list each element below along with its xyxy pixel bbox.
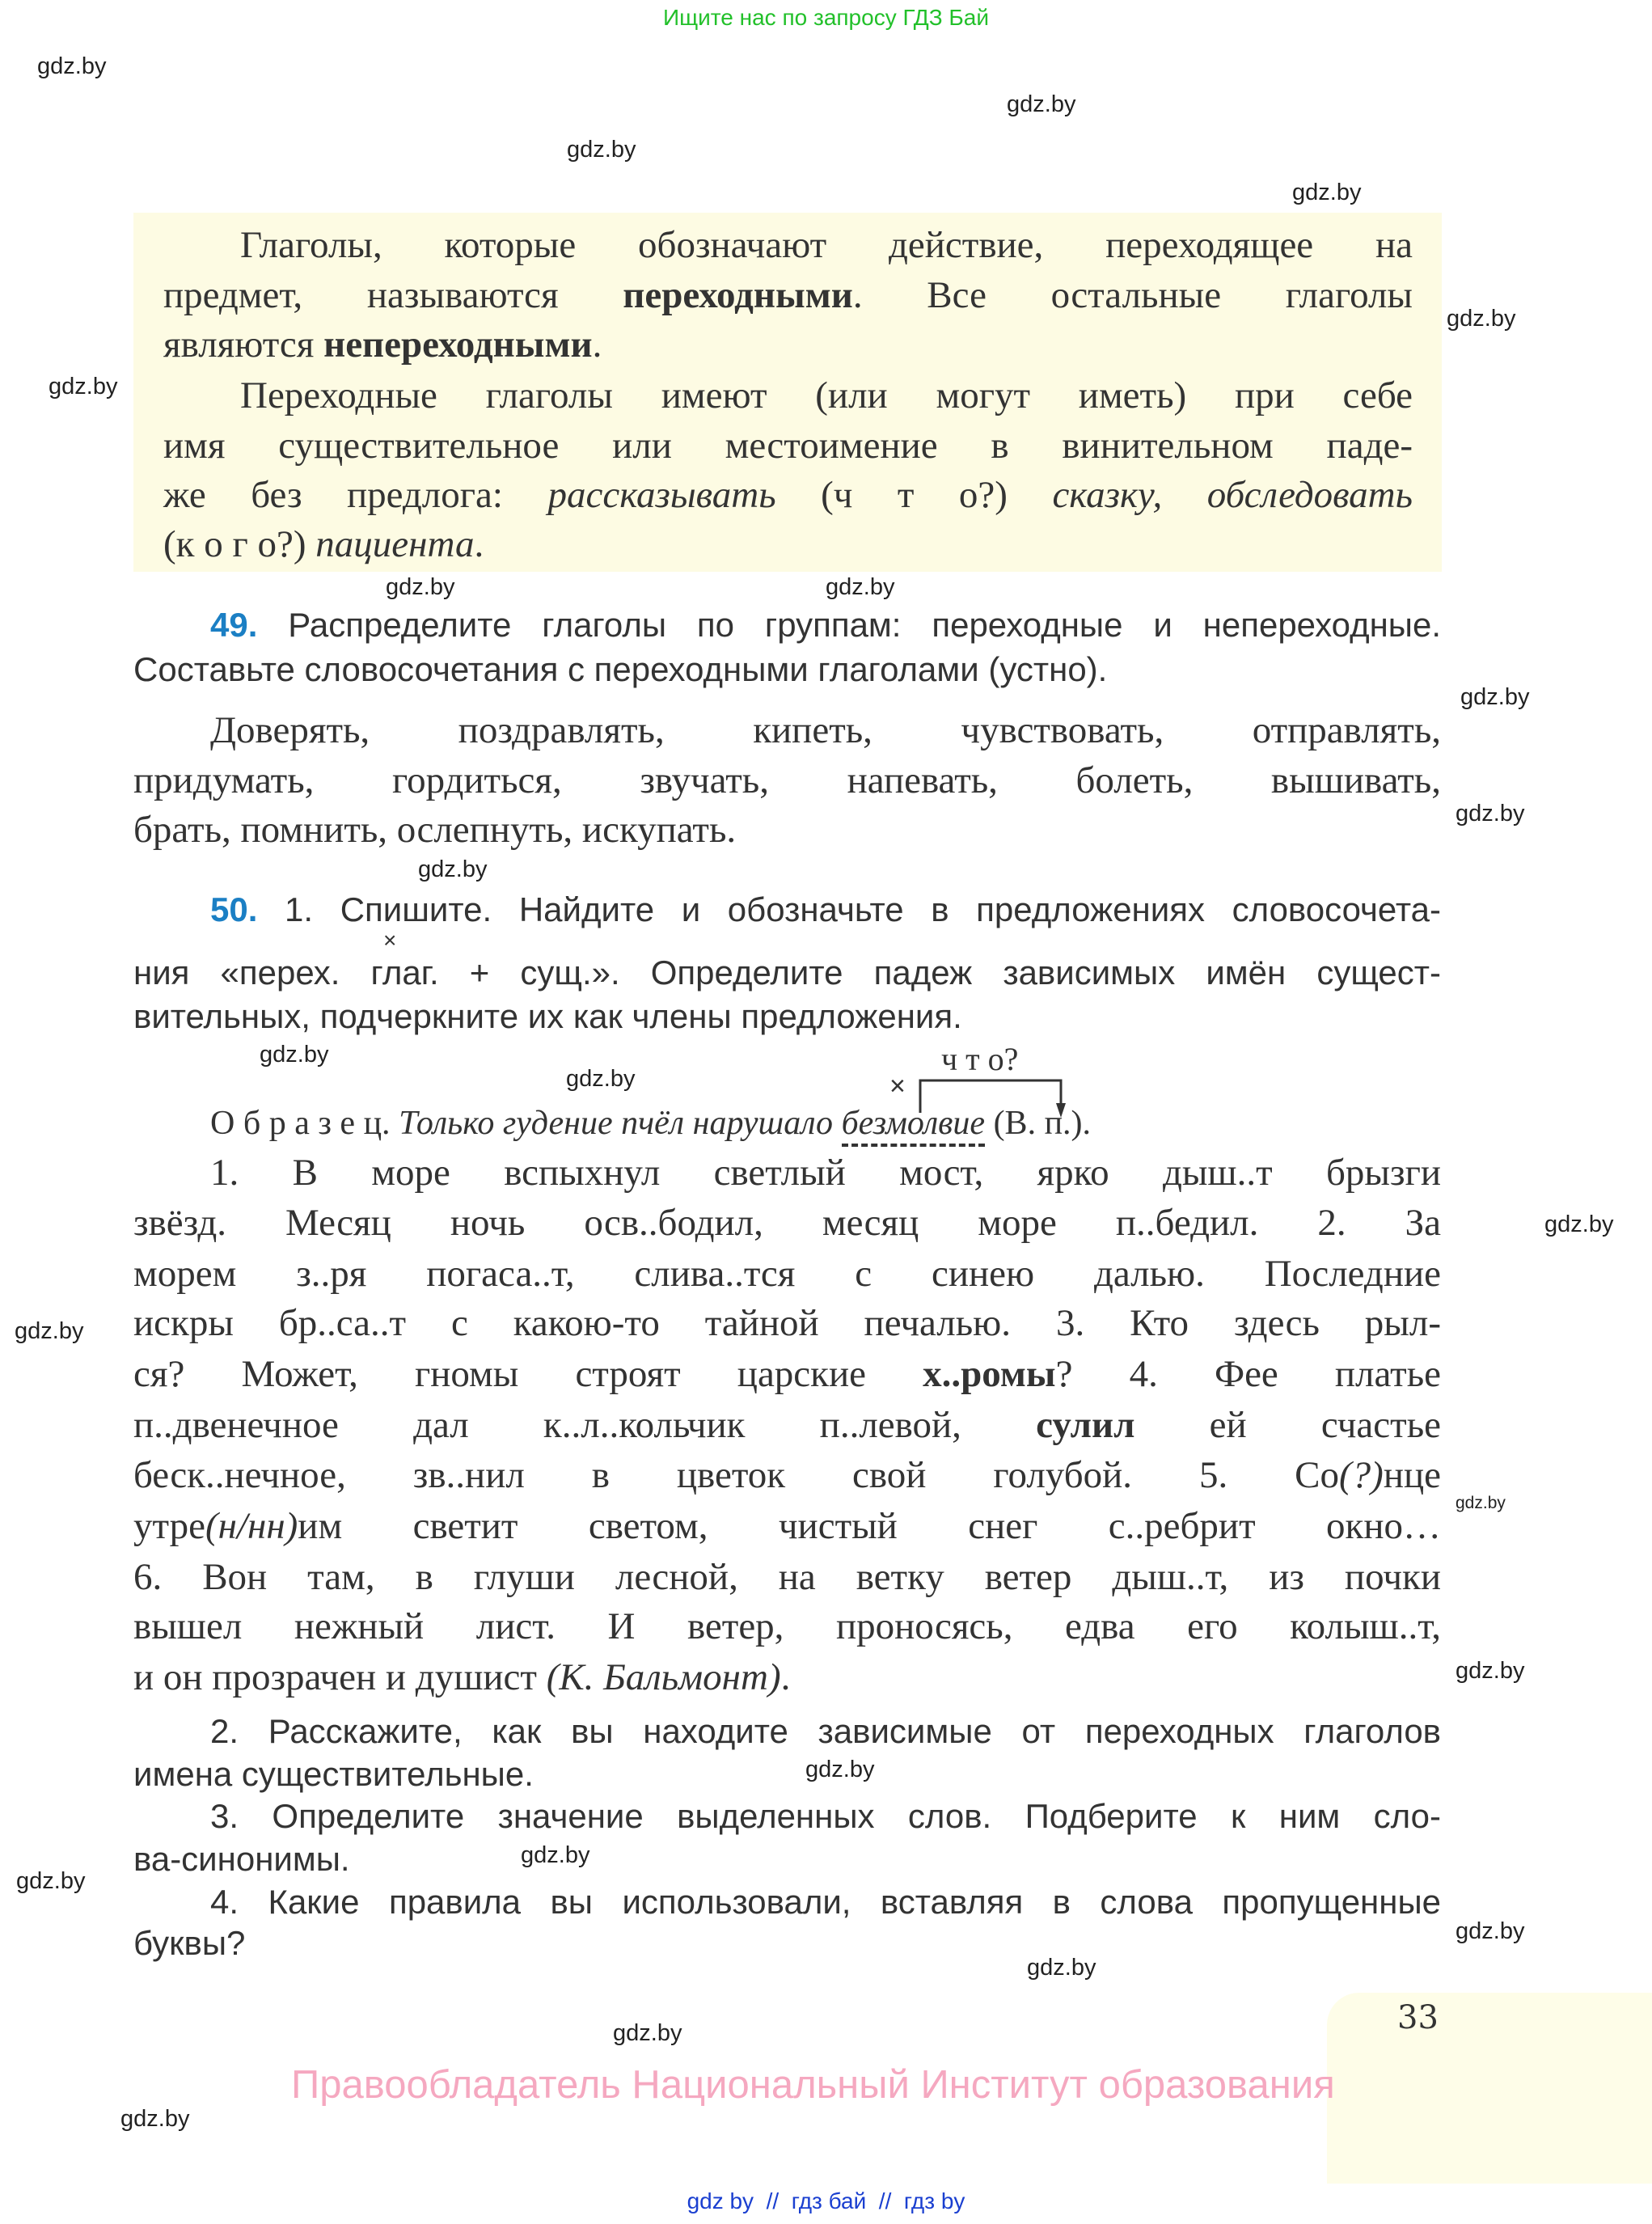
text: . xyxy=(592,323,602,366)
word-list-line: Доверять, поздравлять, кипеть, чувствовать, отправлять, xyxy=(210,709,1441,751)
text: . Все остальные глаголы xyxy=(852,274,1413,316)
question-line: 3. Определите значение выделенных слов. Подберите к ним сло- xyxy=(210,1797,1441,1835)
rule-box xyxy=(133,213,1442,572)
watermark: gdz.by xyxy=(1456,1494,1506,1512)
watermark: gdz.by xyxy=(37,53,107,79)
text-line xyxy=(133,1351,1441,1397)
watermark: gdz.by xyxy=(386,574,455,600)
cross-mark: × xyxy=(383,928,397,953)
text-line: 6. Вон там, в глуши лесной, на ветку ветер дыш..т, из почки xyxy=(133,1556,1441,1598)
sample-text: Только гудение пчёл нарушало xyxy=(390,1105,842,1142)
text-line xyxy=(133,1655,790,1700)
footer-links[interactable]: gdz by // гдз бай // гдз by xyxy=(687,2188,965,2213)
text: беск..нечное, зв..нил в цветок свой голубой. 5. Со xyxy=(133,1454,1340,1496)
sample-label: О б р а з е ц. xyxy=(210,1105,391,1142)
text: 1. Спишите. Найдите и обозначьте в предложениях словосочета- xyxy=(257,890,1441,928)
watermark: gdz.by xyxy=(49,374,118,400)
text-line: морем з..ря погаса..т, слива..тся с синею далью. Последние xyxy=(133,1253,1441,1295)
text: ся? Может, гномы строят царские xyxy=(133,1353,923,1395)
gap-hint: (н/нн) xyxy=(205,1505,298,1547)
copyright-watermark: Правообладатель Национальный Институт образования xyxy=(291,2063,1335,2107)
exercise-50-task: вительных, подчеркните их как члены предложения. xyxy=(133,997,962,1035)
page-number: 33 xyxy=(1397,1999,1439,2036)
page-number-tab xyxy=(1327,1993,1652,2184)
text-line: искры бр..са..т с какою-то тайной печалью. 3. Кто здесь рыл- xyxy=(133,1302,1441,1344)
rule-line xyxy=(163,472,1413,518)
text: п..двенечное дал к..л..кольчик п..левой, xyxy=(133,1404,1037,1446)
highlighted-word: сулил xyxy=(1036,1404,1135,1446)
question-line: 2. Расскажите, как вы находите зависимые от переходных глаголов xyxy=(210,1712,1441,1750)
watermark: gdz.by xyxy=(120,2106,190,2132)
term-transitive: переходными xyxy=(623,274,853,316)
exercise-49-task: Составьте словосочетания с переходными глаголами (устно). xyxy=(133,650,1108,688)
rule-line xyxy=(163,522,484,567)
watermark: gdz.by xyxy=(1456,801,1525,827)
rule-line xyxy=(163,273,1413,318)
question-line: 4. Какие правила вы использовали, вставляя в слова пропущенные xyxy=(210,1883,1441,1921)
example-word: пациента xyxy=(315,523,475,565)
exercise-number: 50. xyxy=(210,890,258,928)
question-line: ва-синонимы. xyxy=(133,1840,350,1878)
sample-object: безмолвие xyxy=(842,1105,986,1147)
example-word: сказку, обследовать xyxy=(1052,474,1413,516)
sample-case: (В. п.). xyxy=(985,1105,1092,1142)
text-line: 1. В море вспыхнул светлый мост, ярко дыш..т брызги xyxy=(210,1152,1441,1194)
text-line: звёзд. Месяц ночь осв..бодил, месяц море п..бедил. 2. За xyxy=(133,1202,1441,1244)
exercise-50-task xyxy=(133,890,1441,930)
exercise-number: 49. xyxy=(210,606,258,644)
rule-line: имя существительное или местоимение в винительном паде- xyxy=(163,425,1413,467)
text: ей счастье xyxy=(1134,1404,1441,1446)
text: (к о г о?) xyxy=(163,523,316,565)
watermark: gdz.by xyxy=(613,2020,682,2046)
watermark: gdz.by xyxy=(805,1757,875,1782)
term-intransitive: непереходными xyxy=(323,323,593,366)
watermark: gdz.by xyxy=(1460,684,1530,710)
exercise-49-task xyxy=(133,605,1441,645)
cross-mark: × xyxy=(889,1071,906,1101)
watermark: gdz.by xyxy=(16,1868,86,1894)
example-word: рассказывать xyxy=(547,474,776,516)
text: Распределите глаголы по группам: переходные и непереходные. xyxy=(257,606,1441,644)
text-line xyxy=(133,1452,1441,1498)
text: (ч т о?) xyxy=(775,474,1053,516)
watermark: gdz.by xyxy=(1447,306,1516,332)
word-list-line: придумать, гордиться, звучать, напевать, болеть, вышивать, xyxy=(133,759,1441,801)
watermark: gdz.by xyxy=(567,137,636,163)
text: утре xyxy=(133,1505,205,1547)
rule-line: Глаголы, которые обозначают действие, переходящее на xyxy=(240,224,1413,266)
watermark: gdz.by xyxy=(418,856,488,882)
question-line: буквы? xyxy=(133,1924,246,1962)
text-line xyxy=(133,1503,1441,1549)
exercise-50-task: ния «перех. глаг. + сущ.». Определите падеж зависимых имён сущест- xyxy=(133,953,1441,991)
watermark: gdz.by xyxy=(1292,180,1362,205)
rule-line: Переходные глаголы имеют (или могут иметь) при себе xyxy=(240,374,1413,416)
watermark: gdz.by xyxy=(521,1842,590,1868)
text: им светит светом, чистый снег с..ребрит окно… xyxy=(298,1505,1441,1547)
watermark: gdz.by xyxy=(15,1318,84,1344)
watermark: gdz.by xyxy=(566,1066,636,1092)
text: являются xyxy=(163,323,324,366)
question-label: ч т о? xyxy=(941,1041,1019,1077)
top-banner[interactable]: Ищите нас по запросу ГДЗ Бай xyxy=(662,5,990,30)
watermark: gdz.by xyxy=(260,1042,329,1068)
text: нце xyxy=(1383,1454,1441,1496)
text: предмет, называются xyxy=(163,274,623,316)
watermark: gdz.by xyxy=(1007,91,1076,117)
watermark: gdz.by xyxy=(1544,1211,1614,1237)
sample-sentence xyxy=(210,1101,1091,1145)
highlighted-word: х..ромы xyxy=(923,1353,1056,1395)
gap-hint: (?) xyxy=(1339,1454,1384,1496)
rule-line xyxy=(163,322,602,367)
watermark: gdz.by xyxy=(1456,1918,1525,1944)
word-list-line: брать, помнить, ослепнуть, искупать. xyxy=(133,809,737,851)
watermark: gdz.by xyxy=(826,574,895,600)
text: же без предлога: xyxy=(163,474,548,516)
text-line xyxy=(133,1402,1441,1448)
question-line: имена существительные. xyxy=(133,1755,534,1793)
watermark: gdz.by xyxy=(1027,1955,1096,1981)
text: . xyxy=(474,523,484,565)
text: . xyxy=(780,1656,791,1698)
text-line: вышел нежный лист. И ветер, проносясь, едва его колыш..т, xyxy=(133,1605,1441,1647)
author: (К. Бальмонт) xyxy=(546,1656,781,1698)
watermark: gdz.by xyxy=(1456,1658,1525,1684)
text: ? 4. Фее платье xyxy=(1055,1353,1441,1395)
text: и он прозрачен и душист xyxy=(133,1656,547,1698)
